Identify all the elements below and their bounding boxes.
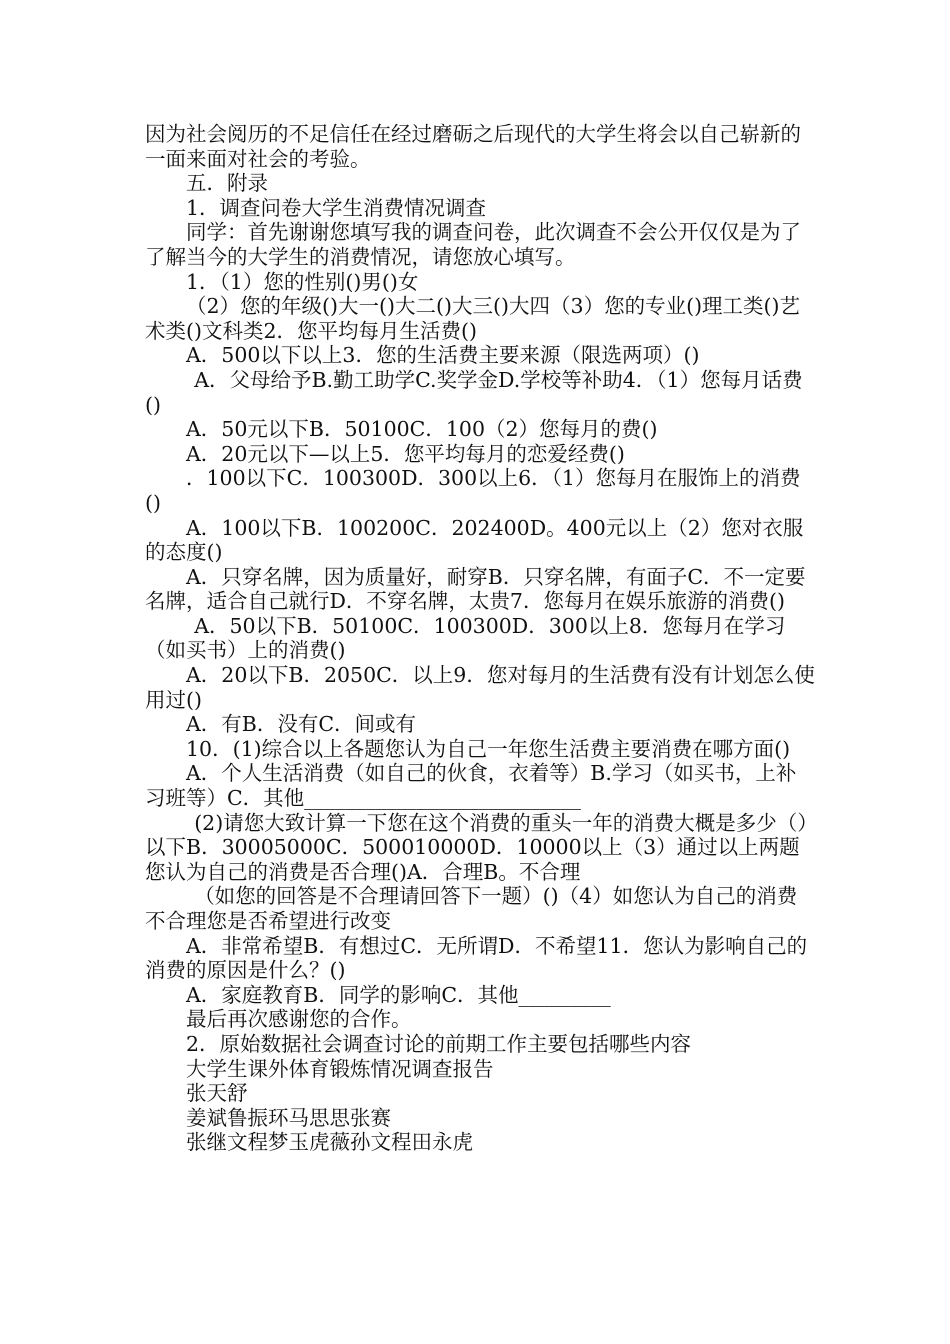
paragraph: A．100以下B．100200C．202400D。400元以上（2）您对衣服的态度() [145,515,804,565]
paragraph: （2）您的年级()大一()大二()大三()大四（3）您的专业()理工类()艺术类()文科类2．您平均每月生活费() [145,294,801,343]
paragraph: （如您的回答是不合理请回答下一题）()（4）如您认为自己的消费不合理您是否希望进行改变 [145,884,798,933]
paragraph: A．家庭教育B．同学的影响C．其他_________ [186,982,611,1007]
paragraph: 张继文程梦玉虎薇孙文程田永虎 [186,1130,473,1155]
paragraph: 大学生课外体育锻炼情况调查报告 [186,1056,494,1081]
paragraph: A．50元以下B．50100C．100（2）您每月的费() [186,417,658,442]
paragraph: 五．附录 [186,171,268,196]
paragraph: A．500以下以上3．您的生活费主要来源（限选两项）() [186,343,700,368]
paragraph: 姜斌鲁振环马思思张赛 [186,1105,391,1130]
paragraph: ．100以下C．100300D．300以上6．（1）您每月在服饰上的消费() [145,466,801,515]
paragraph: 张天舒 [186,1081,248,1106]
paragraph: 同学：首先谢谢您填写我的调查问卷，此次调查不会公开仅仅是为了了解当今的大学生的消费情况，请您放心填写。 [145,220,801,269]
paragraph: 1．调查问卷大学生消费情况调查 [186,195,487,220]
paragraph: (2)请您大致计算一下您在这个消费的重头一年的消费大概是多少（）以下B．30005000C．500010000D．10000以上（3）通过以上两题您认为自己的消费是否合理()A．合理B。不合理 [145,810,808,884]
paragraph: A．有B．没有C．间或有 [186,712,417,737]
paragraph: A．个人生活消费（如自己的伙食，衣着等）B.学习（如买书，上补习班等）C．其他___________________________ [145,761,797,811]
paragraph: A．20以下B．2050C．以上9．您对每月的生活费有没有计划怎么使用过() [145,663,815,712]
paragraph: A．20元以下—以上5．您平均每月的恋爱经费() [186,441,625,466]
paragraph: 因为社会阅历的不足信任在经过磨砺之后现代的大学生将会以自己崭新的一面来面对社会的考验。 [145,122,801,171]
paragraph: 2．原始数据社会调查讨论的前期工作主要包括哪些内容 [186,1031,692,1056]
paragraph: A．父母给予B.勤工助学C.奖学金D.学校等补助4．（1）您每月话费() [145,367,803,417]
paragraph: 1．（1）您的性别()男()女 [186,269,419,294]
paragraph: A．非常希望B．有想过C．无所谓D．不希望11．您认为影响自己的消费的原因是什么？() [145,933,808,983]
paragraph: 最后再次感谢您的合作。 [186,1007,412,1032]
paragraph: A．50以下B．50100C．100300D．300以上8．您每月在学习（如买书）上的消费() [145,613,786,663]
paragraph: 10．(1)综合以上各题您认为自己一年您生活费主要消费在哪方面() [186,736,791,761]
paragraph: A．只穿名牌，因为质量好，耐穿B．只穿名牌，有面子C．不一定要名牌，适合自己就行D．不穿名牌，太贵7．您每月在娱乐旅游的消费() [145,564,806,614]
document-body [145,122,815,1155]
